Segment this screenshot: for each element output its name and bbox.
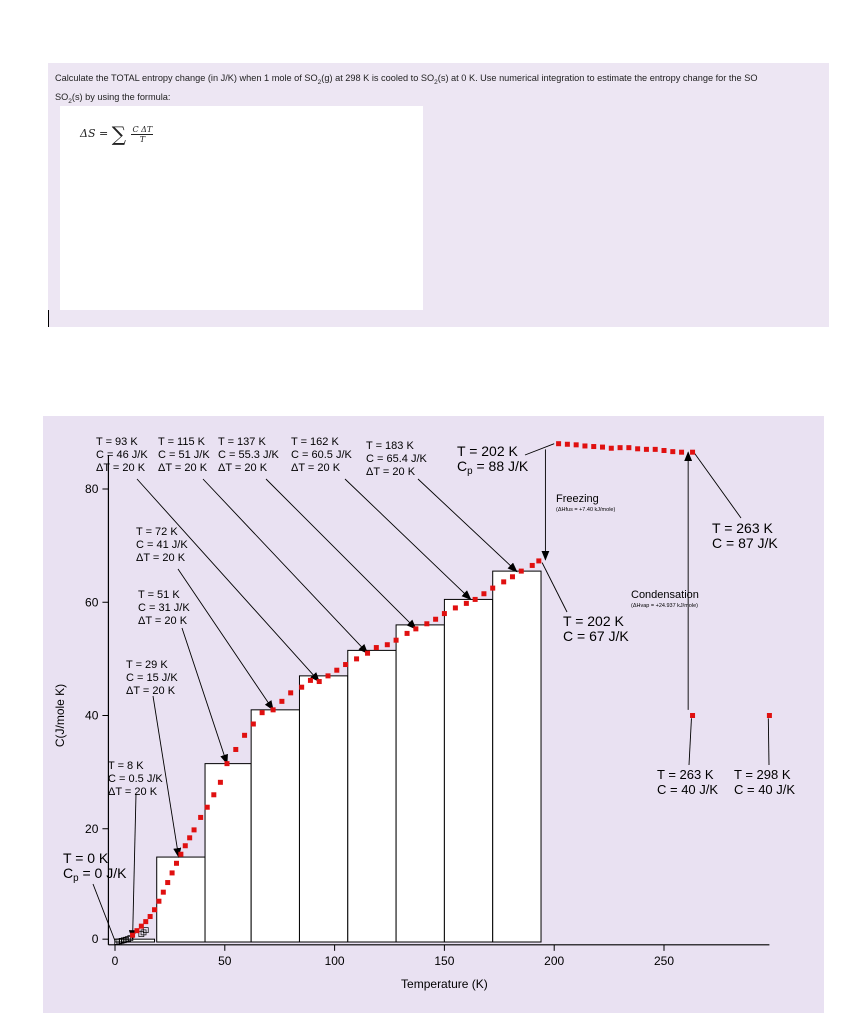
histogram-bar bbox=[115, 939, 155, 942]
question-text: Calculate the TOTAL entropy change (in J/K) when 1 mole of $SO_2(g)$ at 298 K is cooled to $SO_2(s)$ at 0 K. Use numerical integration to estimate the entropy change for the SO $SO_2(s)$ by using the formula: bbox=[55, 73, 758, 105]
label-t202-cp: T = 202 K $C_p = 88$ J/K bbox=[457, 443, 529, 477]
label-t298-gas: T = 298 K C = 40 J/K bbox=[734, 767, 796, 797]
histogram-bar bbox=[251, 710, 299, 942]
y-tick-label: 0 bbox=[91, 932, 99, 947]
data-point bbox=[574, 442, 579, 447]
data-point bbox=[152, 907, 157, 912]
data-point bbox=[308, 678, 313, 683]
formula-lhs: ΔS = bbox=[80, 127, 109, 140]
data-point bbox=[690, 450, 695, 455]
data-point bbox=[354, 656, 359, 661]
data-point bbox=[178, 852, 183, 857]
data-point bbox=[433, 617, 438, 622]
label-t72: T = 72 K C = 41 J/K ΔT = 20 K bbox=[136, 526, 188, 564]
label-t29: T = 29 K C = 15 J/K ΔT = 20 K bbox=[126, 659, 178, 697]
formula-numerator: C ΔT bbox=[132, 124, 153, 134]
formula-sigma: ∑ bbox=[111, 122, 126, 146]
data-point bbox=[473, 597, 478, 602]
freezing-enthalpy: (ΔHfus = +7.40 kJ/mole) bbox=[556, 507, 616, 513]
data-point bbox=[165, 880, 170, 885]
x-tick-label: 100 bbox=[324, 953, 345, 968]
data-point bbox=[394, 638, 399, 643]
data-point bbox=[242, 733, 247, 738]
data-point bbox=[510, 574, 515, 579]
data-point bbox=[653, 447, 658, 452]
arrow-t263-gas bbox=[689, 718, 691, 765]
data-point bbox=[279, 699, 284, 704]
x-tick-label: 50 bbox=[218, 953, 232, 968]
data-point bbox=[679, 450, 684, 455]
data-point bbox=[464, 601, 469, 606]
data-point bbox=[385, 642, 390, 647]
histogram-bar bbox=[205, 764, 251, 942]
histogram-bar bbox=[493, 571, 541, 942]
data-point bbox=[139, 924, 144, 929]
data-point bbox=[442, 611, 447, 616]
data-point bbox=[662, 448, 667, 453]
text-cursor bbox=[48, 310, 49, 327]
label-t51: T = 51 K C = 31 J/K ΔT = 20 K bbox=[138, 589, 190, 627]
data-point bbox=[690, 713, 695, 718]
arrow-t263-solid bbox=[693, 450, 741, 518]
heat-capacity-chart bbox=[52, 424, 818, 1004]
label-t8: T = 8 K C = 0.5 J/K ΔT = 20 K bbox=[108, 760, 163, 798]
x-tick-label: 200 bbox=[544, 953, 565, 968]
condensation-label: Condensation bbox=[631, 589, 699, 601]
data-point bbox=[183, 843, 188, 848]
y-tick-label: 40 bbox=[85, 708, 99, 723]
y-tick-label: 20 bbox=[85, 821, 99, 836]
arrow-t115 bbox=[203, 479, 368, 653]
data-point bbox=[224, 761, 229, 766]
arrow-t162 bbox=[345, 479, 471, 599]
data-point bbox=[134, 928, 139, 933]
y-tick-label: 60 bbox=[85, 595, 99, 610]
data-point bbox=[490, 586, 495, 591]
data-point bbox=[374, 645, 379, 650]
label-t202-liquid: T = 202 K C = 67 J/K bbox=[563, 613, 629, 644]
x-tick-label: 150 bbox=[434, 953, 455, 968]
data-point bbox=[198, 815, 203, 820]
data-point bbox=[618, 445, 623, 450]
arrow-t298-gas bbox=[768, 718, 769, 765]
arrow-t202-liquid bbox=[542, 563, 567, 612]
histogram-bar bbox=[444, 599, 492, 942]
condensation-enthalpy: (ΔHvap = +24.937 kJ/mole) bbox=[631, 603, 698, 609]
y-axis-title: C(J/mole K) bbox=[53, 683, 67, 748]
data-point bbox=[481, 591, 486, 596]
data-point bbox=[251, 721, 256, 726]
data-point bbox=[536, 558, 541, 563]
freezing-label: Freezing bbox=[556, 493, 599, 505]
data-point bbox=[174, 861, 179, 866]
data-point bbox=[233, 747, 238, 752]
data-point bbox=[343, 662, 348, 667]
entropy-formula bbox=[80, 122, 153, 146]
label-t115: T = 115 K C = 51 J/K ΔT = 20 K bbox=[158, 436, 210, 474]
x-tick-label: 250 bbox=[653, 953, 675, 968]
data-point bbox=[170, 870, 175, 875]
label-t263-solid: T = 263 K C = 87 J/K bbox=[712, 520, 778, 551]
data-point bbox=[582, 443, 587, 448]
data-point bbox=[130, 933, 135, 938]
data-point bbox=[365, 651, 370, 656]
data-point bbox=[644, 447, 649, 452]
data-point bbox=[424, 621, 429, 626]
data-point bbox=[187, 835, 192, 840]
data-point bbox=[205, 805, 210, 810]
arrow-t137 bbox=[266, 479, 416, 629]
data-point bbox=[626, 445, 631, 450]
data-point bbox=[326, 673, 331, 678]
data-point bbox=[334, 668, 339, 673]
data-point bbox=[317, 679, 322, 684]
data-point bbox=[591, 444, 596, 449]
label-t0: T = 0 K $C_p = 0$ J/K bbox=[63, 850, 127, 884]
data-point bbox=[260, 710, 265, 715]
data-point bbox=[635, 446, 640, 451]
data-point bbox=[530, 563, 535, 568]
data-point bbox=[453, 605, 458, 610]
x-tick-label: 0 bbox=[111, 953, 119, 968]
histogram-bar bbox=[157, 857, 205, 942]
data-point bbox=[156, 899, 161, 904]
data-point bbox=[211, 792, 216, 797]
arrow-t51 bbox=[182, 628, 227, 764]
label-t93: T = 93 K C = 46 J/K ΔT = 20 K bbox=[96, 436, 148, 474]
arrow-t8 bbox=[133, 794, 136, 939]
data-point bbox=[148, 914, 153, 919]
data-point bbox=[143, 919, 148, 924]
label-t162: T = 162 K C = 60.5 J/K ΔT = 20 K bbox=[291, 436, 352, 474]
formula-box bbox=[60, 106, 423, 310]
histogram-bar bbox=[348, 650, 396, 942]
data-point bbox=[288, 690, 293, 695]
y-tick-label: 80 bbox=[85, 482, 99, 496]
label-t263-gas: T = 263 K C = 40 J/K bbox=[657, 767, 719, 797]
arrow-t72 bbox=[178, 569, 273, 710]
data-point bbox=[218, 780, 223, 785]
data-point bbox=[565, 442, 570, 447]
x-axis-title: Temperature (K) bbox=[401, 977, 488, 991]
data-point bbox=[519, 569, 524, 574]
data-point bbox=[161, 890, 166, 895]
formula-fraction bbox=[131, 125, 153, 144]
arrow-t183 bbox=[418, 479, 517, 572]
histogram-bar bbox=[299, 676, 347, 942]
data-point bbox=[767, 713, 772, 718]
data-point bbox=[600, 445, 605, 450]
arrow-t202-cp bbox=[525, 444, 554, 455]
label-t183: T = 183 K C = 65.4 J/K ΔT = 20 K bbox=[366, 440, 427, 478]
data-point bbox=[405, 631, 410, 636]
label-t137: T = 137 K C = 55.3 J/K ΔT = 20 K bbox=[218, 436, 279, 474]
data-point bbox=[299, 685, 304, 690]
data-point bbox=[192, 827, 197, 832]
histogram-bar bbox=[396, 625, 444, 942]
arrow-t93 bbox=[137, 479, 319, 682]
data-point bbox=[271, 707, 276, 712]
formula-denominator: T bbox=[139, 134, 146, 144]
data-point bbox=[670, 449, 675, 454]
data-point bbox=[609, 446, 614, 451]
data-point bbox=[413, 626, 418, 631]
data-point bbox=[501, 579, 506, 584]
data-point bbox=[556, 441, 561, 446]
question-panel bbox=[48, 63, 829, 327]
